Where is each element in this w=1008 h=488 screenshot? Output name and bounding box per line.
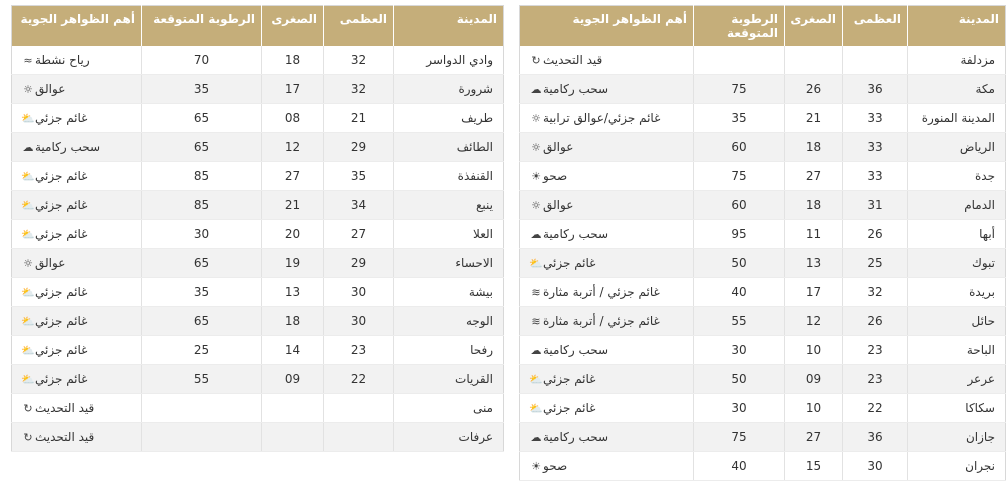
max-temp-cell: 26 (843, 220, 908, 249)
partly-cloudy-icon: ⛅ (21, 373, 35, 386)
wind-icon: ≈ (23, 53, 33, 67)
humidity-cell (694, 46, 785, 75)
refresh-icon: ↻ (531, 53, 541, 67)
min-temp-cell: 14 (262, 336, 324, 365)
header-max: العظمى (843, 6, 908, 46)
humidity-cell (142, 394, 262, 423)
city-cell: عرفات (394, 423, 504, 452)
phenomena-cell (520, 452, 694, 481)
table-row (520, 423, 1006, 452)
phenomena-cell (520, 423, 694, 452)
city-cell: الاحساء (394, 249, 504, 278)
phenomena-cell (12, 133, 142, 162)
cloud-icon: ☁ (530, 431, 542, 444)
phenomena-cell (12, 191, 142, 220)
haze-icon: ☼ (531, 112, 541, 125)
max-temp-cell: 31 (843, 191, 908, 220)
phenomena-label: غائم جزئي (35, 285, 88, 299)
phenomena-label: عوالق (35, 82, 66, 96)
table-row (520, 162, 1006, 191)
humidity-cell: 50 (694, 365, 785, 394)
table-row (12, 133, 504, 162)
city-cell: عرعر (908, 365, 1006, 394)
phenomena-cell (520, 104, 694, 133)
min-temp-cell: 18 (785, 191, 843, 220)
city-cell: رفحا (394, 336, 504, 365)
max-temp-cell: 22 (843, 394, 908, 423)
cloud-icon: ☁ (22, 141, 34, 154)
humidity-cell: 60 (694, 191, 785, 220)
city-cell: وادي الدواسر (394, 46, 504, 75)
city-cell: طريف (394, 104, 504, 133)
humidity-cell: 55 (694, 307, 785, 336)
humidity-cell: 75 (694, 423, 785, 452)
table-header-row (520, 6, 1006, 46)
phenomena-label: غائم جزئي / أتربة مثارة (543, 314, 660, 328)
phenomena-cell (12, 278, 142, 307)
max-temp-cell: 21 (324, 104, 394, 133)
min-temp-cell: 13 (262, 278, 324, 307)
min-temp-cell (262, 394, 324, 423)
phenomena-cell (12, 365, 142, 394)
header-min: الصغرى (785, 6, 843, 46)
partly-cloudy-icon: ⛅ (529, 373, 543, 386)
max-temp-cell: 23 (324, 336, 394, 365)
humidity-cell: 35 (142, 278, 262, 307)
phenomena-cell (12, 220, 142, 249)
city-cell: مكة (908, 75, 1006, 104)
city-cell: ينبع (394, 191, 504, 220)
phenomena-label: غائم جزئي (35, 198, 88, 212)
phenomena-label: سحب ركامية (35, 140, 101, 154)
city-cell: بيشة (394, 278, 504, 307)
max-temp-cell: 23 (843, 365, 908, 394)
phenomena-label: غائم جزئي (35, 227, 88, 241)
humidity-cell: 70 (142, 46, 262, 75)
min-temp-cell: 10 (785, 394, 843, 423)
phenomena-label: غائم جزئي (35, 314, 88, 328)
table-row (520, 133, 1006, 162)
max-temp-cell: 34 (324, 191, 394, 220)
table-row (12, 423, 504, 452)
phenomena-label: سحب ركامية (543, 82, 609, 96)
city-cell: الباحة (908, 336, 1006, 365)
min-temp-cell: 27 (262, 162, 324, 191)
phenomena-label: غائم جزئي (543, 256, 596, 270)
humidity-cell: 35 (142, 75, 262, 104)
phenomena-label: صحو (543, 459, 568, 473)
refresh-icon: ↻ (23, 431, 33, 444)
phenomena-cell (12, 104, 142, 133)
city-cell: بريدة (908, 278, 1006, 307)
phenomena-label: قيد التحديث (543, 52, 603, 67)
city-cell: تبوك (908, 249, 1006, 278)
phenomena-cell (520, 278, 694, 307)
phenomena-cell (520, 133, 694, 162)
phenomena-label: غائم جزئي (35, 372, 88, 386)
partly-cloudy-icon: ⛅ (21, 228, 35, 241)
max-temp-cell: 30 (324, 307, 394, 336)
min-temp-cell: 18 (262, 307, 324, 336)
min-temp-cell (785, 46, 843, 75)
max-temp-cell (843, 46, 908, 75)
max-temp-cell: 33 (843, 133, 908, 162)
haze-icon: ☼ (23, 257, 33, 270)
min-temp-cell: 18 (785, 133, 843, 162)
min-temp-cell: 09 (785, 365, 843, 394)
cloud-icon: ☁ (530, 344, 542, 357)
humidity-cell: 65 (142, 104, 262, 133)
table-row (12, 278, 504, 307)
humidity-cell: 95 (694, 220, 785, 249)
table-row (12, 365, 504, 394)
max-temp-cell: 26 (843, 307, 908, 336)
phenomena-cell (520, 191, 694, 220)
humidity-cell: 25 (142, 336, 262, 365)
phenomena-label: غائم جزئي/عوالق ترابية (543, 111, 661, 125)
phenomena-cell (12, 336, 142, 365)
table-row (520, 365, 1006, 394)
cloud-icon: ☁ (530, 228, 542, 241)
city-cell: الدمام (908, 191, 1006, 220)
min-temp-cell: 13 (785, 249, 843, 278)
city-cell: منى (394, 394, 504, 423)
city-cell: جازان (908, 423, 1006, 452)
max-temp-cell: 29 (324, 133, 394, 162)
max-temp-cell: 32 (324, 75, 394, 104)
table-row (12, 220, 504, 249)
phenomena-cell (12, 75, 142, 104)
haze-icon: ☼ (531, 199, 541, 212)
phenomena-label: عوالق (543, 198, 574, 212)
min-temp-cell: 20 (262, 220, 324, 249)
humidity-cell: 40 (694, 278, 785, 307)
max-temp-cell: 29 (324, 249, 394, 278)
phenomena-label: عوالق (35, 256, 66, 270)
min-temp-cell: 19 (262, 249, 324, 278)
phenomena-label: صحو (543, 169, 568, 183)
phenomena-cell (12, 249, 142, 278)
min-temp-cell: 26 (785, 75, 843, 104)
header-city: المدينة (394, 6, 504, 46)
phenomena-cell (520, 75, 694, 104)
partly-cloudy-icon: ⛅ (21, 170, 35, 183)
city-cell: مزدلفة (908, 46, 1006, 75)
min-temp-cell: 21 (785, 104, 843, 133)
table-row (520, 191, 1006, 220)
humidity-cell: 75 (694, 162, 785, 191)
header-city: المدينة (908, 6, 1006, 46)
weather-table-right (519, 5, 1006, 481)
table-row (520, 249, 1006, 278)
humidity-cell: 50 (694, 249, 785, 278)
max-temp-cell: 32 (324, 46, 394, 75)
phenomena-cell (520, 46, 694, 75)
dust-icon: ≋ (531, 286, 541, 299)
phenomena-cell (12, 162, 142, 191)
city-cell: المدينة المنورة (908, 104, 1006, 133)
humidity-cell: 35 (694, 104, 785, 133)
header-phenomena: أهم الظواهر الجوية (520, 6, 694, 46)
city-cell: جدة (908, 162, 1006, 191)
min-temp-cell: 12 (785, 307, 843, 336)
phenomena-label: غائم جزئي / أتربة مثارة (543, 285, 660, 299)
humidity-cell (142, 423, 262, 452)
min-temp-cell: 15 (785, 452, 843, 481)
phenomena-cell (520, 307, 694, 336)
table-row (520, 104, 1006, 133)
partly-cloudy-icon: ⛅ (21, 315, 35, 328)
table-row (12, 104, 504, 133)
dust-icon: ≋ (531, 315, 541, 328)
max-temp-cell: 30 (843, 452, 908, 481)
phenomena-cell (520, 394, 694, 423)
phenomena-cell (520, 336, 694, 365)
table-row (520, 75, 1006, 104)
partly-cloudy-icon: ⛅ (21, 199, 35, 212)
table-row (520, 394, 1006, 423)
humidity-cell: 75 (694, 75, 785, 104)
phenomena-cell (12, 394, 142, 423)
max-temp-cell: 36 (843, 75, 908, 104)
phenomena-label: قيد التحديث (35, 430, 95, 444)
min-temp-cell: 09 (262, 365, 324, 394)
header-humidity: الرطوبة المتوقعة (694, 6, 785, 46)
table-row (12, 394, 504, 423)
min-temp-cell (262, 423, 324, 452)
humidity-cell: 65 (142, 249, 262, 278)
max-temp-cell: 25 (843, 249, 908, 278)
min-temp-cell: 10 (785, 336, 843, 365)
phenomena-cell (520, 365, 694, 394)
sun-icon: ☀ (531, 170, 541, 183)
city-cell: العلا (394, 220, 504, 249)
phenomena-cell (12, 46, 142, 75)
partly-cloudy-icon: ⛅ (21, 112, 35, 125)
max-temp-cell (324, 394, 394, 423)
phenomena-cell (12, 307, 142, 336)
table-row (12, 191, 504, 220)
max-temp-cell: 30 (324, 278, 394, 307)
partly-cloudy-icon: ⛅ (21, 344, 35, 357)
max-temp-cell: 33 (843, 162, 908, 191)
phenomena-label: سحب ركامية (543, 227, 609, 241)
phenomena-cell (520, 220, 694, 249)
city-cell: الرياض (908, 133, 1006, 162)
min-temp-cell: 21 (262, 191, 324, 220)
phenomena-cell (520, 162, 694, 191)
table-row (12, 46, 504, 75)
table-row (12, 249, 504, 278)
humidity-cell: 65 (142, 307, 262, 336)
phenomena-label: غائم جزئي (543, 372, 596, 386)
phenomena-label: غائم جزئي (35, 111, 88, 125)
humidity-cell: 55 (142, 365, 262, 394)
header-phenomena: أهم الظواهر الجوية (12, 6, 142, 46)
refresh-icon: ↻ (23, 402, 33, 415)
humidity-cell: 85 (142, 162, 262, 191)
header-min: الصغرى (262, 6, 324, 46)
table-row (12, 307, 504, 336)
table-row (520, 278, 1006, 307)
city-cell: القريات (394, 365, 504, 394)
humidity-cell: 30 (694, 394, 785, 423)
min-temp-cell: 11 (785, 220, 843, 249)
table-row (12, 162, 504, 191)
table-row (520, 46, 1006, 75)
table-row (520, 452, 1006, 481)
max-temp-cell (324, 423, 394, 452)
min-temp-cell: 27 (785, 423, 843, 452)
max-temp-cell: 36 (843, 423, 908, 452)
weather-table-left (11, 5, 504, 452)
humidity-cell: 30 (694, 336, 785, 365)
partly-cloudy-icon: ⛅ (529, 402, 543, 415)
sun-icon: ☀ (531, 460, 541, 473)
min-temp-cell: 17 (785, 278, 843, 307)
partly-cloudy-icon: ⛅ (529, 257, 543, 270)
haze-icon: ☼ (531, 141, 541, 154)
table-row (12, 75, 504, 104)
header-max: العظمى (324, 6, 394, 46)
max-temp-cell: 23 (843, 336, 908, 365)
phenomena-label: سحب ركامية (543, 430, 609, 444)
city-cell: شرورة (394, 75, 504, 104)
table-row (520, 336, 1006, 365)
city-cell: القنفذة (394, 162, 504, 191)
min-temp-cell: 27 (785, 162, 843, 191)
phenomena-label: سحب ركامية (543, 343, 609, 357)
max-temp-cell: 22 (324, 365, 394, 394)
phenomena-label: رياح نشطة (35, 52, 90, 67)
humidity-cell: 60 (694, 133, 785, 162)
max-temp-cell: 27 (324, 220, 394, 249)
table-row (12, 336, 504, 365)
table-row (520, 220, 1006, 249)
phenomena-label: قيد التحديث (35, 401, 95, 415)
table-header-row (12, 6, 504, 46)
city-cell: أبها (908, 220, 1006, 249)
phenomena-label: غائم جزئي (35, 169, 88, 183)
city-cell: سكاكا (908, 394, 1006, 423)
phenomena-cell (520, 249, 694, 278)
haze-icon: ☼ (23, 83, 33, 96)
phenomena-cell (12, 423, 142, 452)
phenomena-label: غائم جزئي (543, 401, 596, 415)
table-row (520, 307, 1006, 336)
city-cell: نجران (908, 452, 1006, 481)
min-temp-cell: 12 (262, 133, 324, 162)
humidity-cell: 85 (142, 191, 262, 220)
city-cell: الطائف (394, 133, 504, 162)
header-humidity: الرطوبة المتوقعة (142, 6, 262, 46)
min-temp-cell: 18 (262, 46, 324, 75)
city-cell: الوجه (394, 307, 504, 336)
max-temp-cell: 33 (843, 104, 908, 133)
phenomena-label: غائم جزئي (35, 343, 88, 357)
min-temp-cell: 08 (262, 104, 324, 133)
max-temp-cell: 32 (843, 278, 908, 307)
max-temp-cell: 35 (324, 162, 394, 191)
partly-cloudy-icon: ⛅ (21, 286, 35, 299)
humidity-cell: 30 (142, 220, 262, 249)
cloud-icon: ☁ (530, 83, 542, 96)
city-cell: حائل (908, 307, 1006, 336)
humidity-cell: 40 (694, 452, 785, 481)
min-temp-cell: 17 (262, 75, 324, 104)
phenomena-label: عوالق (543, 140, 574, 154)
humidity-cell: 65 (142, 133, 262, 162)
